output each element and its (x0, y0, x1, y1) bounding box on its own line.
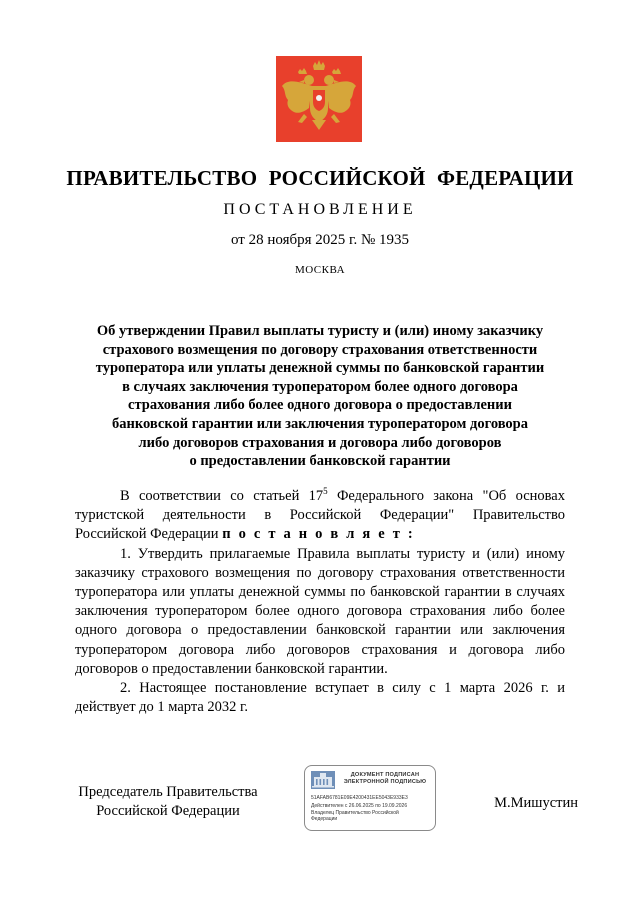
document-body (75, 487, 565, 717)
document-type: ПОСТАНОВЛЕНИЕ (223, 201, 417, 218)
document-heading (70, 322, 570, 471)
government-building-icon (311, 771, 335, 789)
intro-paragraph (75, 487, 565, 545)
stamp-title-line: ЭЛЕКТРОННОЙ ПОДПИСЬЮ (343, 779, 427, 785)
electronic-signature-stamp (304, 765, 436, 831)
stamp-validity: Действителен с 26.06.2025 по 19.09.2026 (311, 803, 408, 809)
article-superscript: 5 (323, 486, 328, 497)
stamp-title-line: ДОКУМЕНТ ПОДПИСАН (350, 772, 420, 778)
intro-text-continued: Федерального закона "Об основах туристской деятельности в Российской Федерации" Правительство Российской Федерации (75, 488, 565, 543)
stamp-title (337, 772, 433, 786)
heading-line: в случаях заключения туроператором более одного договора (122, 378, 518, 395)
document-city: МОСКВА (294, 264, 346, 276)
signatory-name: М.Мишустин (494, 795, 578, 811)
signatory-position (68, 783, 268, 821)
decree-word: п о с т а н о в л я е т : (222, 526, 415, 543)
coat-of-arms-icon (276, 56, 362, 142)
item-1-paragraph: 1. Утвердить прилагаемые Правила выплаты туристу и (или) иному заказчику страхового возмещения по договору страхования ответственности туроператора или уплаты денежной суммы по банковской гарантии в случаях заключения туроператором более одного договора страхования либо более одного договора о предоставлении банковской гарантии или заключения туроператором договора либо договоров страхования и договора либо договоров о предоставлении банковской гарантии. (75, 545, 565, 677)
position-line: Председатель Правительства (78, 784, 258, 800)
heading-line: страхового возмещения по договору страхования ответственности (102, 341, 538, 358)
government-title: ПРАВИТЕЛЬСТВО РОССИЙСКОЙ ФЕДЕРАЦИИ (66, 166, 574, 190)
intro-text: В соответствии со статьей 17 (120, 488, 324, 504)
heading-line: страхования либо более одного договора о предоставлении (128, 397, 512, 414)
stamp-certificate: 51AFAB6781E09E4200431EE5043E933E3 (311, 795, 408, 801)
position-line: Российской Федерации (96, 803, 240, 819)
heading-line: Об утверждении Правил выплаты туристу и (или) иному заказчику (96, 323, 544, 339)
heading-line: либо договоров страхования и договора либо договоров (138, 434, 502, 451)
heading-line: банковской гарантии или заключения туроператором договора (112, 415, 528, 432)
item-2-paragraph: 2. Настоящее постановление вступает в силу с 1 марта 2026 г. и действует до 1 марта 2032 г. (75, 680, 565, 716)
heading-line: о предоставлении банковской гарантии (189, 453, 451, 470)
heading-line: туроператора или уплаты денежной суммы по банковской гарантии (95, 360, 545, 377)
stamp-owner: Владелец Правительство Российской (311, 810, 399, 816)
document-date-number: от 28 ноября 2025 г. № 1935 (230, 232, 410, 248)
stamp-owner: Федерации (311, 816, 338, 822)
